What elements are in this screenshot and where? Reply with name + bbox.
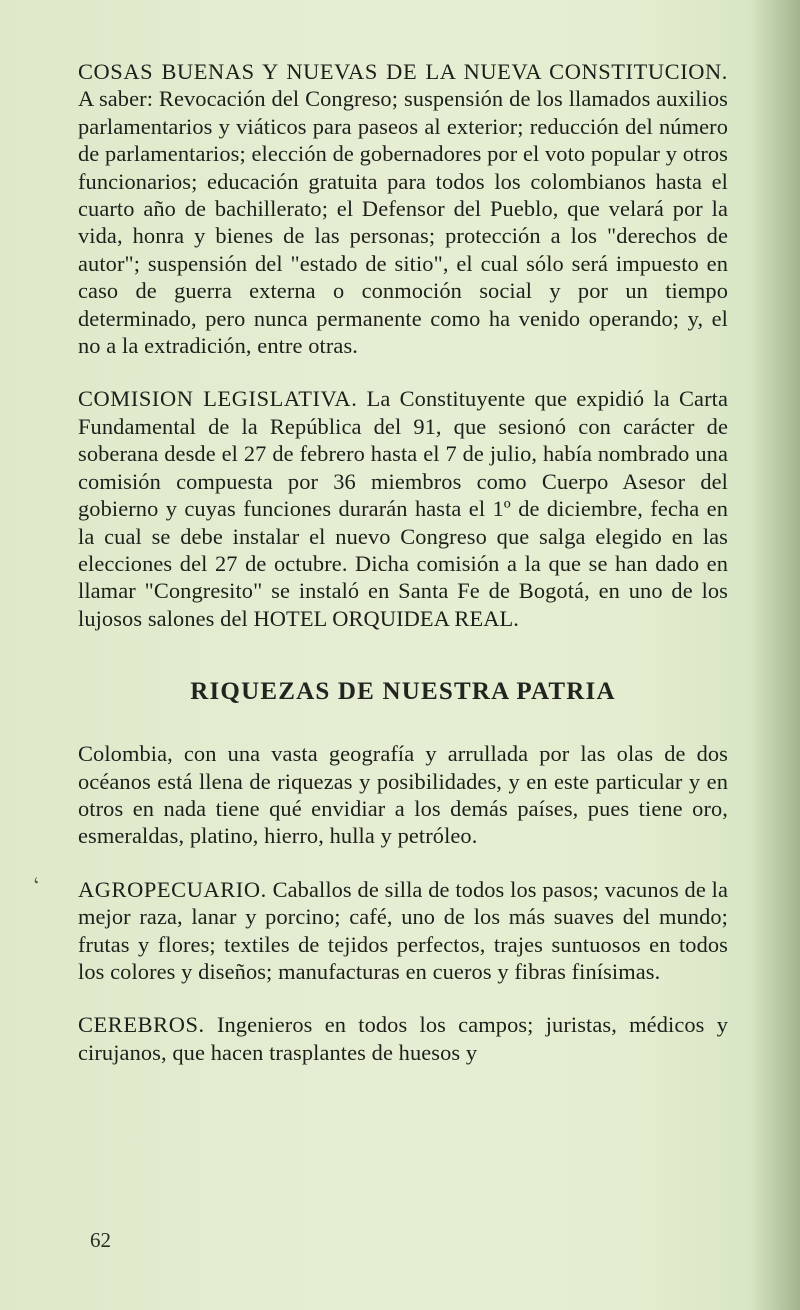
paragraph-lead: COMISION LEGISLATIVA. [78, 386, 358, 412]
paragraph-comision-legislativa [78, 385, 728, 632]
paragraph-nueva-constitucion [78, 58, 728, 359]
page-content [78, 58, 728, 1066]
paragraph-cerebros [78, 1011, 728, 1066]
paragraph-text: Caballos de silla de todos los pasos; vacunos de la mejor raza, lanar y porcino; café, uno de los más suaves del mundo; frutas y flores; textiles de tejidos perfectos, trajes suntuosos en todos los colores y diseños; manufacturas en cueros y fibras finísimas. [78, 876, 728, 984]
paragraph-text: Colombia, con una vasta geografía y arrullada por las olas de dos océanos está llena de riquezas y posibilidades, y en este particular y en otros en nada tiene qué envidiar a los demás países, pues tiene oro, esmeraldas, platino, hierro, hulla y petróleo. [78, 741, 728, 849]
paragraph-text: A saber: Revocación del Congreso; suspensión de los llamados auxilios parlamentarios y viáticos para paseos al exterior; reducción del número de parlamentarios; elección de gobernadores por el voto popular y otros funcionarios; educación gratuita para todos los colombianos hasta el cuarto año de bachillerato; el Defensor del Pueblo, que velará por la vida, honra y bienes de las personas; protección a los "derechos de autor"; suspensión del "estado de sitio", el cual sólo será impuesto en caso de guerra externa o conmoción social y por un tiempo determinado, pero nunca permanente como ha venido operando; y, el no a la extradición, entre otras. [78, 86, 728, 359]
paragraph-colombia [78, 740, 728, 850]
paragraph-lead: CEREBROS. [78, 1012, 205, 1038]
margin-mark: ‘ [29, 871, 46, 898]
paragraph-lead: AGROPECUARIO. [78, 876, 267, 902]
paragraph-lead: COSAS BUENAS Y NUEVAS DE LA NUEVA CONSTITUCION. [78, 59, 728, 84]
paragraph-agropecuario [78, 876, 728, 986]
paragraph-text: La Constituyente que expidió la Carta Fundamental de la República del 91, que sesionó con carácter de soberana desde el 27 de febrero hasta el 7 de julio, había nombrado una comisión compuesta por 36 miembros como Cuerpo Asesor del gobierno y cuyas funciones durarán hasta el 1º de diciembre, fecha en la cual se debe instalar el nuevo Congreso que salga elegido en las elecciones del 27 de octubre. Dicha comisión a la que se han dado en llamar "Congresito" se instaló en Santa Fe de Bogotá, en uno de los lujosos salones del HOTEL ORQUIDEA REAL. [78, 386, 728, 631]
page-number: 62 [90, 1228, 111, 1252]
paragraph-text: Ingenieros en todos los campos; juristas, médicos y cirujanos, que hacen trasplantes de huesos y [78, 1012, 728, 1065]
page-edge-shadow [752, 0, 800, 1310]
section-heading: RIQUEZAS DE NUESTRA PATRIA [190, 678, 616, 706]
